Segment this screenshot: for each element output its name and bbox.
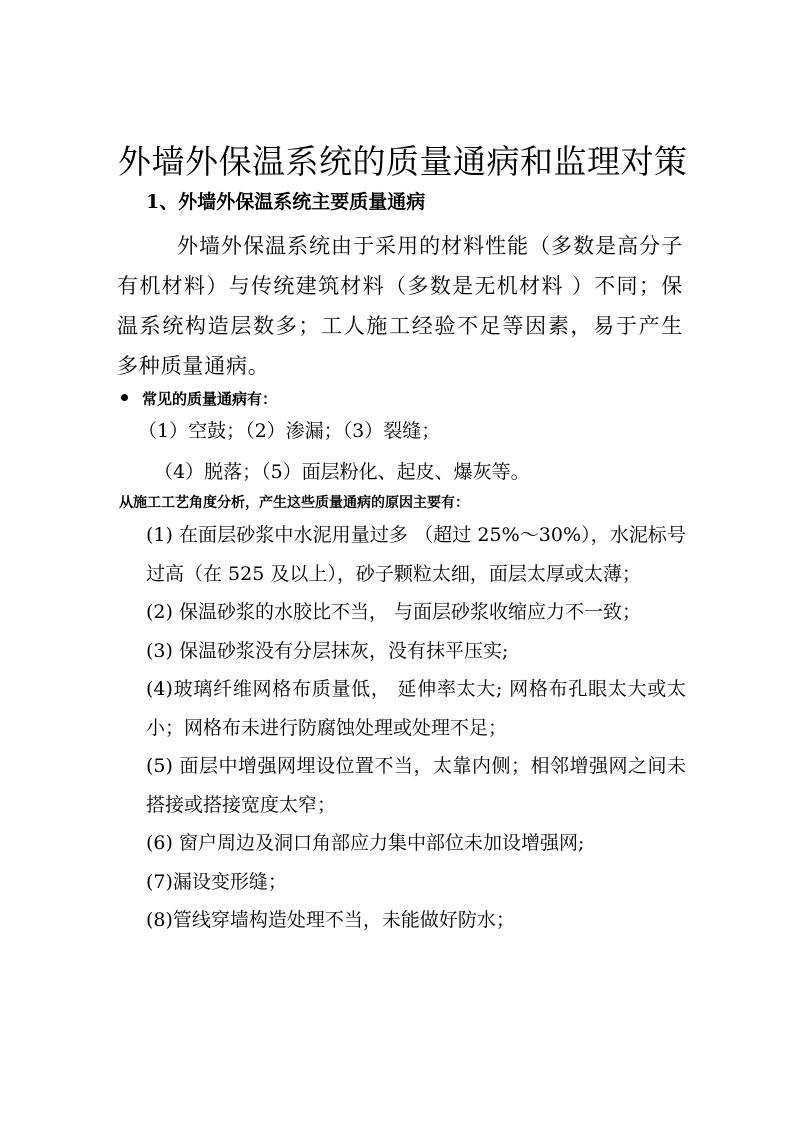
cause-item-7: (7)漏设变形缝； <box>146 870 287 893</box>
causes-list <box>146 516 686 940</box>
bullet-dot-icon <box>121 394 128 401</box>
common-problems-line-2: （4）脱落；（5）面层粉化、起皮、爆灰等。 <box>154 461 530 483</box>
cause-item-1: (1) 在面层砂浆中水泥用量过多 （超过 25%～30%），水泥标号过高（在 525 及以上），砂子颗粒太细，面层太厚或太薄； <box>146 524 686 585</box>
section-heading: 1、外墙外保温系统主要质量通病 <box>146 191 426 213</box>
cause-item-8: (8)管线穿墙构造处理不当，未能做好防水； <box>146 909 515 931</box>
intro-paragraph: 外墙外保温系统由于采用的材料性能（多数是高分子有机材料）与传统建筑材料（多数是无机材料 ）不同；保温系统构造层数多；工人施工经验不足等因素，易于产生多种质量通病。 <box>117 234 683 378</box>
common-problems-line-1: （1）空鼓；（2）渗漏；（3）裂缝； <box>138 420 441 442</box>
cause-item-6: (6) 窗户周边及洞口角部应力集中部位未加设增强网; <box>146 832 585 854</box>
common-problems-heading: 常见的质量通病有： <box>142 390 278 408</box>
common-problems-bullet <box>121 388 277 410</box>
cause-item-4: (4)玻璃纤维网格布质量低， 延伸率太大; 网格布孔眼太大或太小；网格布未进行防腐蚀处理或处理不足； <box>146 678 686 739</box>
cause-item-3: (3) 保温砂浆没有分层抹灰，没有抹平压实; <box>146 639 509 662</box>
cause-item-2: (2) 保温砂浆的水胶比不当， 与面层砂浆收缩应力不一致； <box>146 601 641 623</box>
document-title: 外墙外保温系统的质量通病和监理对策 <box>118 142 688 181</box>
cause-item-5: (5) 面层中增强网埋设位置不当，太靠内侧；相邻增强网之间未搭接或搭接宽度太窄； <box>146 755 686 816</box>
causes-heading: 从施工工艺角度分析，产生这些质量通病的原因主要有： <box>119 495 469 511</box>
